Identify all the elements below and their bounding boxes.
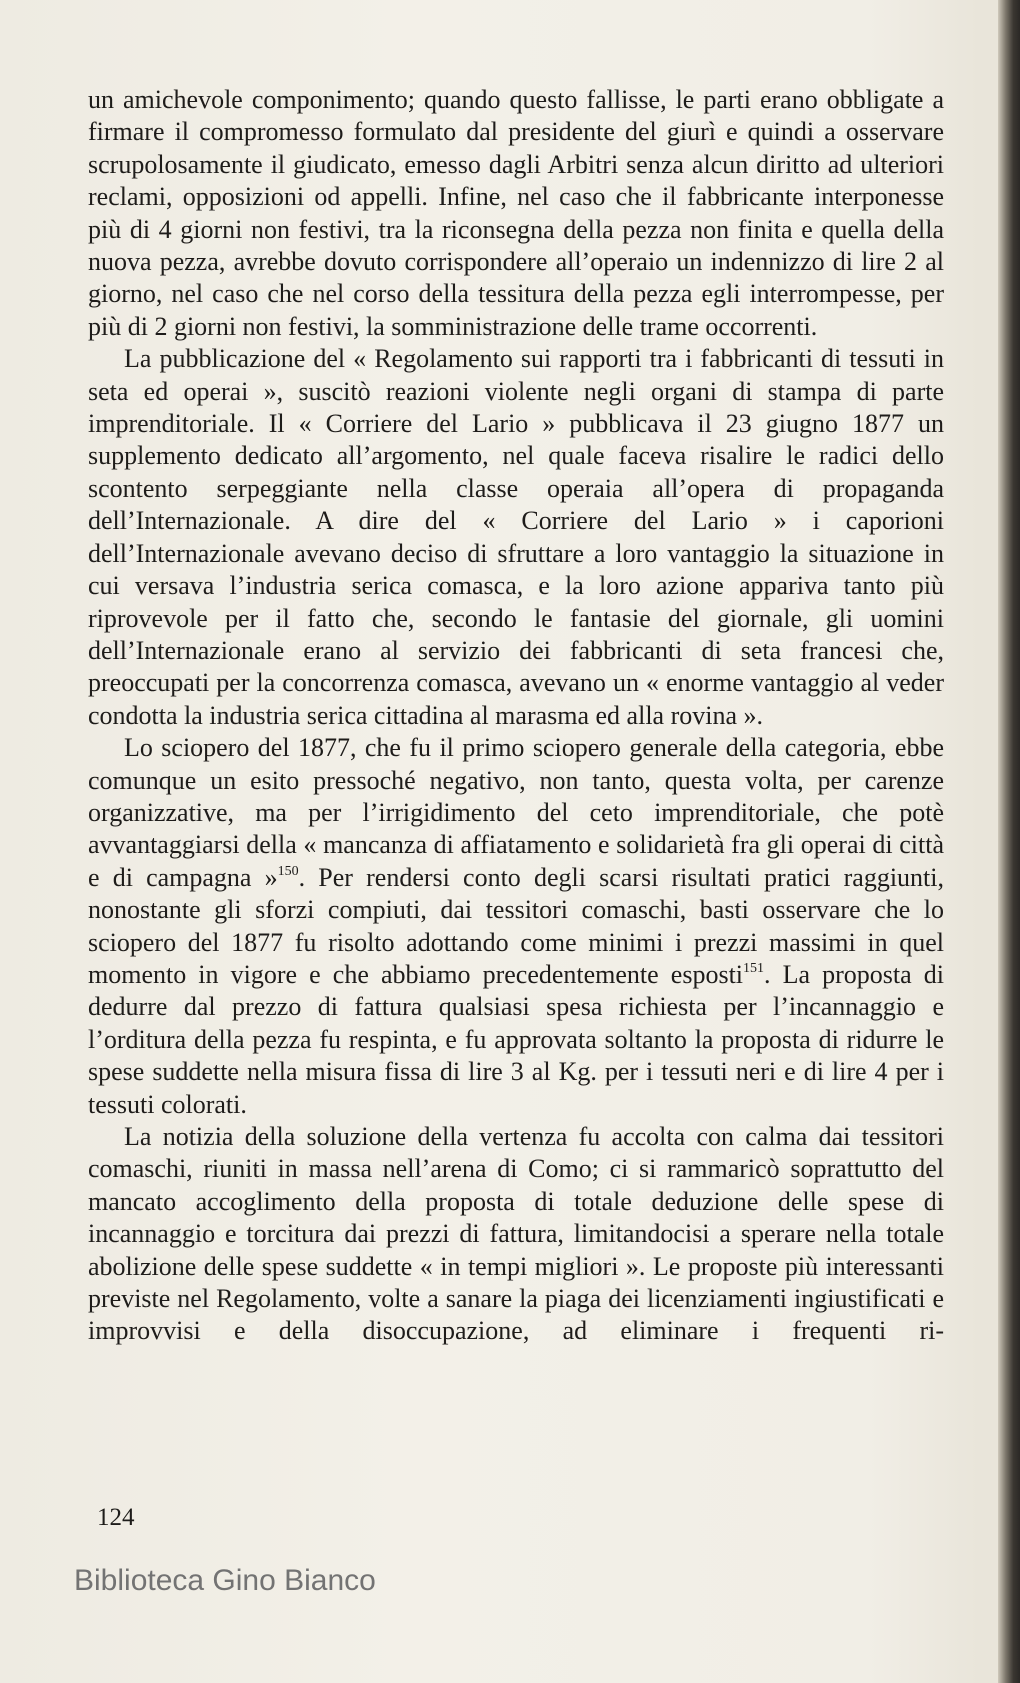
footnote-ref-151: 151 (743, 960, 765, 976)
page-edge-shadow (998, 0, 1020, 1683)
paragraph-arbitration: un amichevole componimento; quando questo fallisse, le parti erano obbligate a firmare il compromesso formulato dal presidente del giurì e quindi a osservare scrupolosamente il giudicato, emesso dagli Arbitri senza alcun diritto ad ulteriori reclami, opposizioni od appelli. Infine, nel caso che il fabbricante interponesse più di 4 giorni non festivi, tra la riconsegna della pezza non finita e quella della nuova pezza, avrebbe dovuto corrispondere all’operaio un indennizzo di lire 2 al giorno, nel caso che nel corso della tessitura della pezza egli interrompesse, per più di 2 giorni non festivi, la somministrazione delle trame occorrenti. (88, 85, 944, 341)
page-number: 124 (97, 1504, 135, 1531)
body-text (88, 84, 944, 1348)
paragraph-regulation-reactions: La pubblicazione del « Regolamento sui rapporti tra i fabbricanti di tessuti in seta ed operai », suscitò reazioni violente negli organi di stampa di parte imprenditoriale. Il « Corriere del Lario » pubblicava il 23 giugno 1877 un supplemento dedicato all’argomento, nel quale faceva risalire le radici dello scontento serpeggiante nella classe operaia all’opera di propaganda dell’Internazionale. A dire del « Corriere del Lario » i caporioni dell’Internazionale avevano deciso di sfruttare a loro vantaggio la situazione in cui versava l’industria serica comasca, e la loro azione appariva tanto più riprovevole per il fatto che, secondo le fantasie del giornale, gli uomini dell’Internazionale erano al servizio dei fabbricanti di seta francesi che, preoccupati per la concorrenza comasca, avevano un « enorme vantaggio al veder condotta la industria serica cittadina al marasma ed alla rovina ». (88, 344, 944, 730)
paragraph-strike-1877 (88, 732, 944, 1121)
paragraph-strike-text-1: Lo sciopero del 1877, che fu il primo sciopero generale della categoria, ebbe comunque un esito pressoché negativo, non tanto, questa volta, per carenze organizzative, ma per l’irrigidimento del ceto imprenditoriale, che potè avvantaggiarsi della « mancanza di affiatamento e solidarietà fra gli operai di città e di campagna » (88, 733, 944, 892)
footnote-ref-150: 150 (277, 863, 299, 879)
paragraph-dispute-resolution: La notizia della soluzione della vertenza fu accolta con calma dai tessitori comaschi, riuniti in massa nell’arena di Como; ci si rammaricò soprattutto del mancato accoglimento della proposta di totale deduzione delle spese di incannaggio e torcitura dai prezzi di fattura, limitandocisi a sperare nella totale abolizione delle spese suddette « in tempi migliori ». Le proposte più interessanti previste nel Regolamento, volte a sanare la piaga dei licenziamenti ingiustificati e improvvisi e della disoccupazione, ad eliminare i frequenti ri- (88, 1122, 944, 1346)
paragraph-strike-text-2: . Per rendersi conto degli scarsi risultati pratici raggiunti, nonostante gli sforzi compiuti, dai tessitori comaschi, basti osservare che lo sciopero del 1877 fu risolto adottando come minimi i prezzi massimi in quel momento in vigore e che abbiamo precedentemente esposti (88, 862, 944, 989)
library-watermark: Biblioteca Gino Bianco (74, 1564, 376, 1597)
paragraph-strike-text-3: . La proposta di dedurre dal prezzo di fattura qualsiasi spesa richiesta per l’incannaggio e l’orditura della pezza fu respinta, e fu approvata soltanto la proposta di ridurre le spese suddette nella misura fissa di lire 3 al Kg. per i tessuti neri e di lire 4 per i tessuti colorati. (88, 959, 944, 1119)
